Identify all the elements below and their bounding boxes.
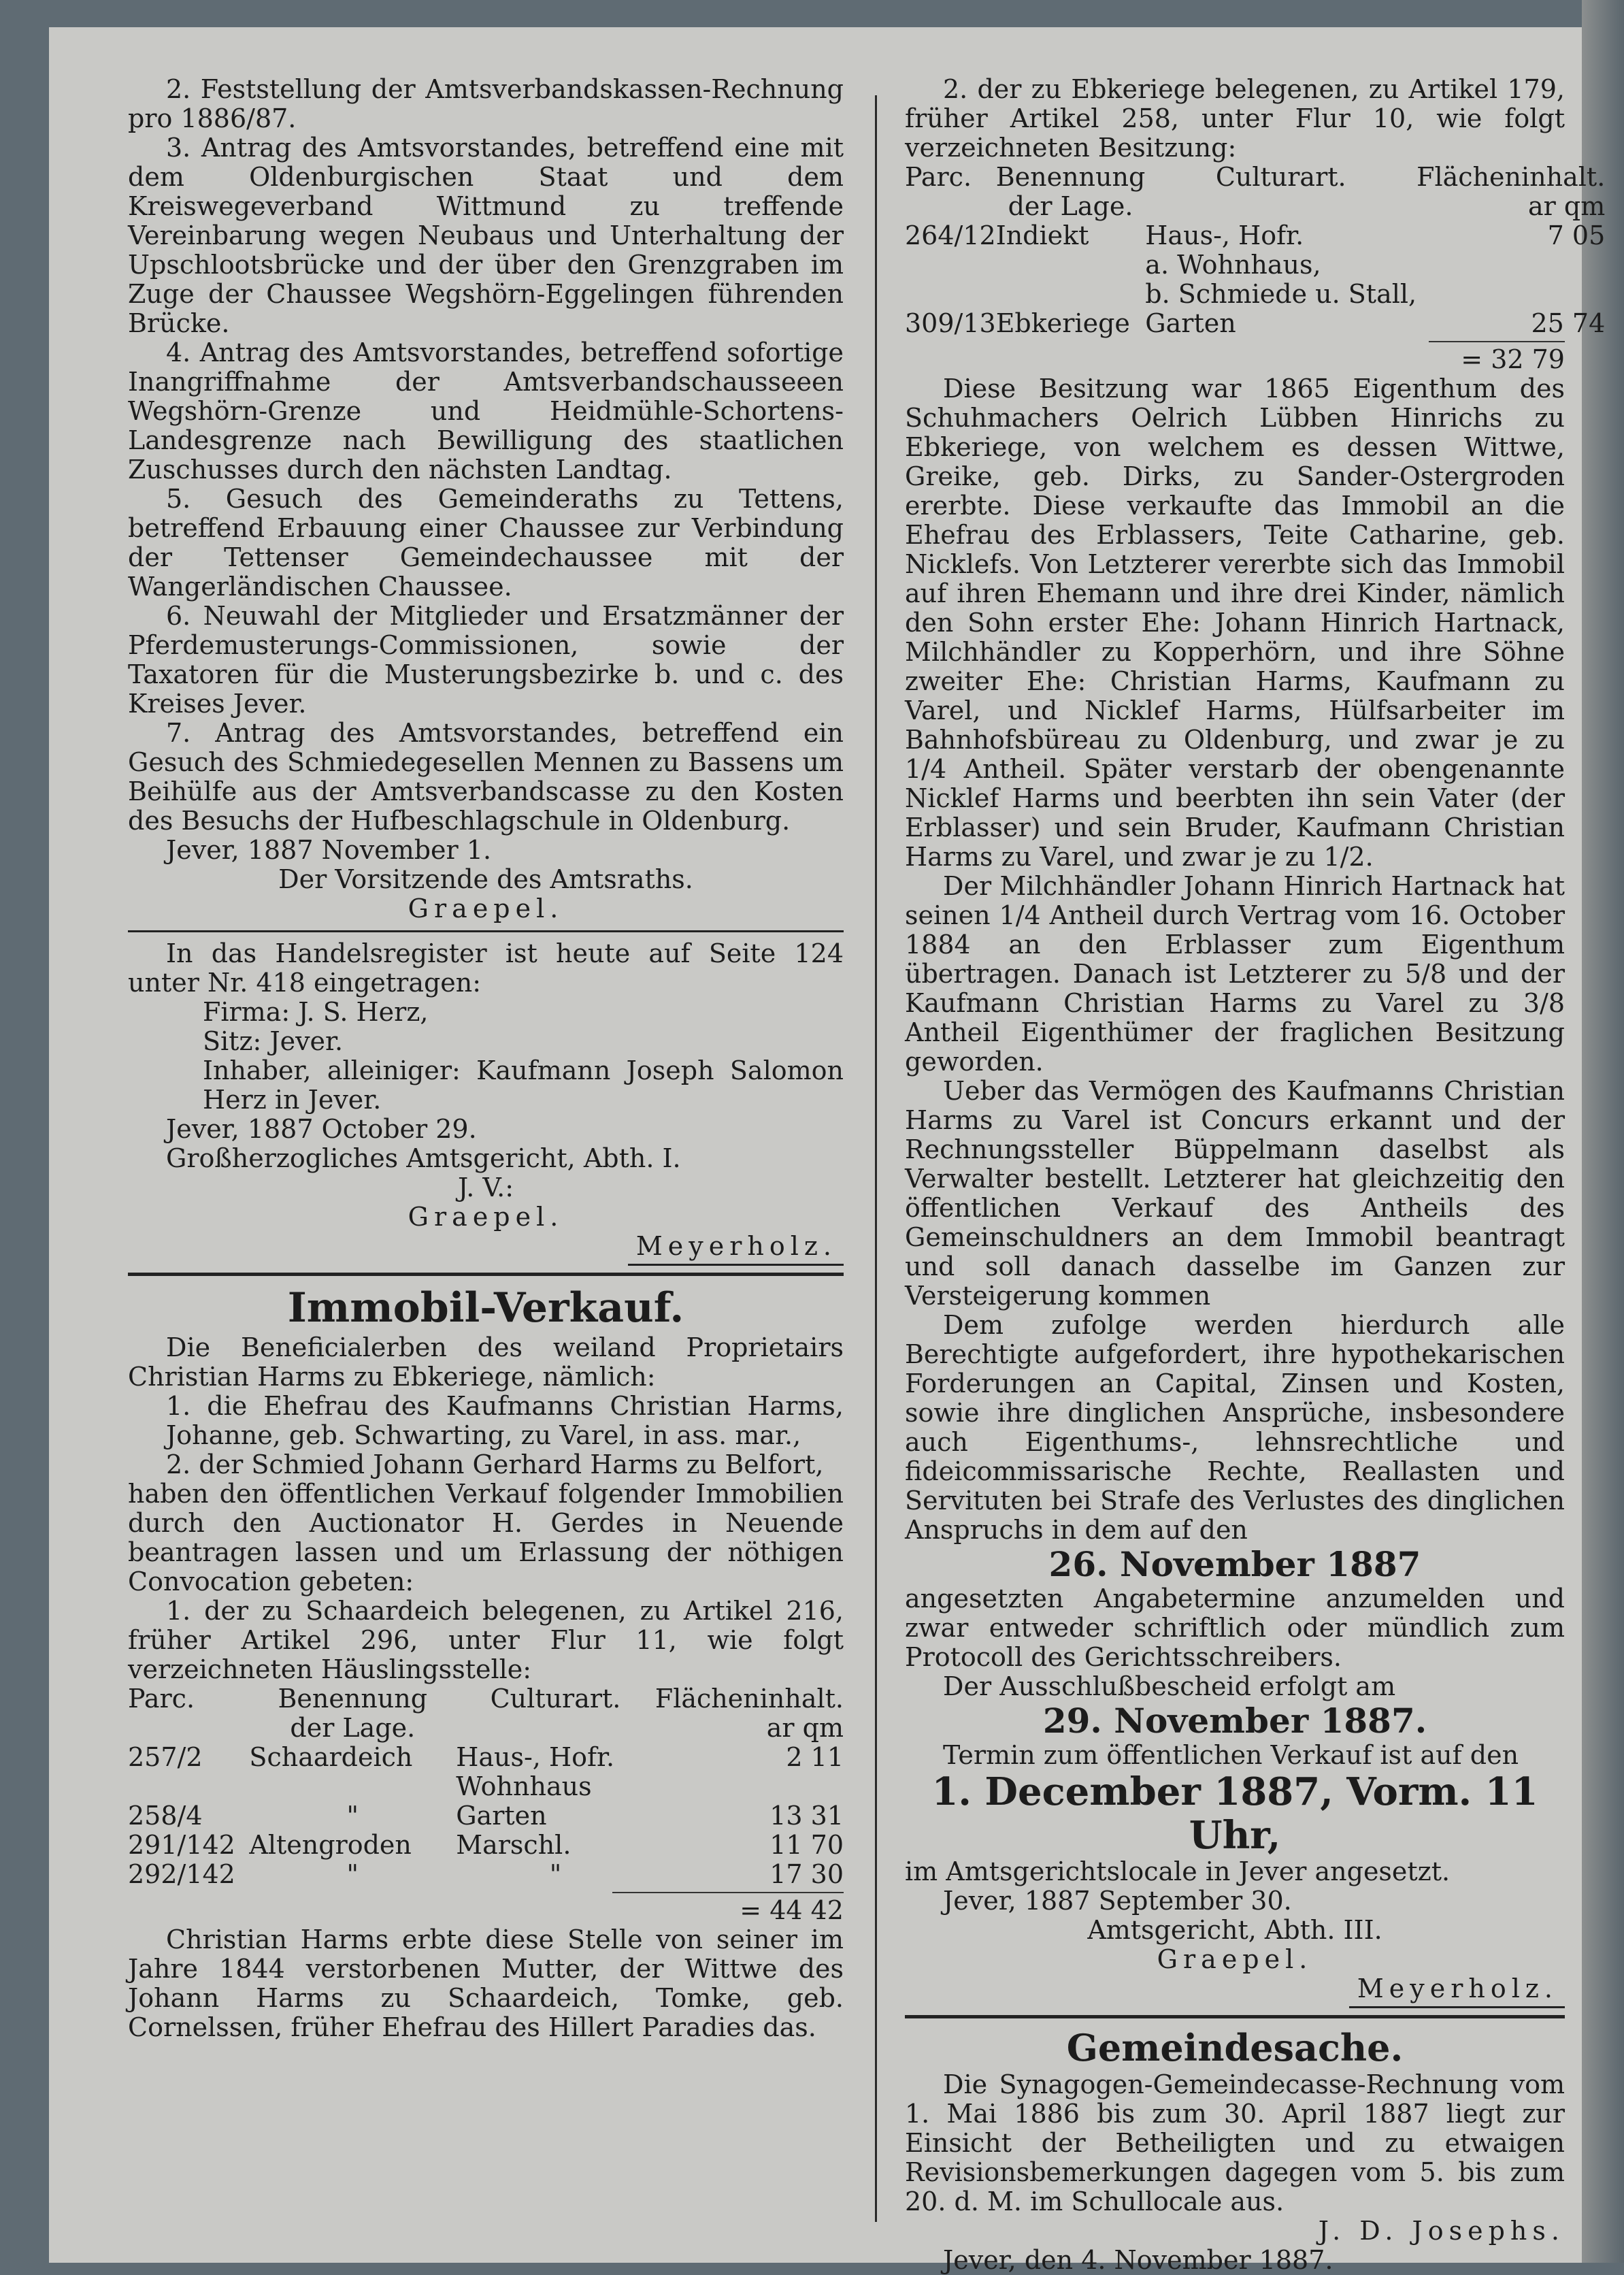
cell-flaeche: 7 05 xyxy=(1547,220,1606,250)
deadline-date: 26. November 1887 xyxy=(1048,1544,1421,1584)
col-header-flaeche: Flächeninhalt. xyxy=(1416,162,1606,192)
cell-cultur: Marschl. xyxy=(456,1830,571,1860)
register-inhaber: Inhaber, alleiniger: Kaufmann Joseph Salomon Herz in Jever. xyxy=(203,1055,844,1115)
table-total: = 32 79 xyxy=(1461,344,1565,374)
clerk-signature: Meyerholz. xyxy=(628,1232,844,1266)
cell-parc: 258/4 xyxy=(128,1801,203,1831)
section-rule xyxy=(128,930,844,932)
table-row xyxy=(905,280,1605,309)
sale-body: haben den öffentlichen Verkauf folgender Immobilien durch den Auctionator H. Gerdes in Neuende beantragen lassen und um Erlassung der nöthigen Convocation gebeten: xyxy=(128,1479,844,1597)
table-row xyxy=(128,1831,844,1860)
signature: Graepel. xyxy=(1157,1944,1313,1974)
cell-flaeche: 25 74 xyxy=(1531,308,1606,338)
cell-parc: 257/2 xyxy=(128,1742,203,1772)
clerk-signature: Meyerholz. xyxy=(1349,1974,1565,2008)
cell-parc: 292/142 xyxy=(128,1859,235,1889)
cell-lage: Indiekt xyxy=(995,220,1089,250)
col-header-units: ar qm xyxy=(1528,191,1606,221)
cell-lage: Ebkeriege xyxy=(995,308,1130,338)
milch-paragraph: Der Milchhändler Johann Hinrich Hartnack hat seinen 1/4 Antheil durch Vertrag vom 16. October 1884 an den Erblasser zum Eigenthum übertragen. Danach ist Letzterer zu 5/8 und der Kaufmann Christian Harms zu Varel zu 3/8 Antheil Eigenthümer der fraglichen Besitzung geworden. xyxy=(905,871,1565,1077)
exclusion-paragraph: Der Ausschlußbescheid erfolgt am xyxy=(943,1671,1396,1701)
table-row xyxy=(128,1860,844,1889)
signature: Graepel. xyxy=(408,894,564,923)
page-edge xyxy=(1582,0,1624,2263)
cell-lage: Altengroden xyxy=(249,1830,412,1860)
cell-parc xyxy=(905,280,996,309)
sum-rule xyxy=(1429,341,1565,342)
table-total: = 44 42 xyxy=(740,1895,844,1925)
property-1-desc: 1. der zu Schaardeich belegenen, zu Artikel 216, früher Artikel 296, unter Flur 11, wie folgt verzeichneten Häuslingsstelle: xyxy=(128,1596,844,1684)
table-row xyxy=(905,221,1605,250)
property-1-history: Christian Harms erbte diese Stelle von seiner im Jahre 1844 verstorbenen Mutter, der Wittwe des Johann Harms zu Schaardeich, Tomke, geb. Cornelssen, früher Ehefrau des Hillert Paradies das. xyxy=(128,1925,844,2042)
table-row xyxy=(905,250,1605,280)
table-row xyxy=(128,1743,844,1772)
cell-parc: 264/12 xyxy=(905,220,996,250)
jv-label: J. V.: xyxy=(457,1173,514,1202)
sale-term-paragraph: Termin zum öffentlichen Verkauf ist auf den xyxy=(943,1740,1519,1770)
col-header-benennung: Benennung xyxy=(995,162,1146,192)
property-2-desc: 2. der zu Ebkeriege belegenen, zu Artikel 179, früher Artikel 258, unter Flur 10, wie folgt verzeichneten Besitzung: xyxy=(905,74,1565,163)
filing-paragraph: angesetzten Angabetermine anzumelden und zwar entweder schriftlich oder mündlich zum Protocoll des Gerichtsschreibers. xyxy=(905,1584,1565,1672)
section-heading: Gemeindesache. xyxy=(1066,2026,1404,2069)
cell-parc xyxy=(128,1772,249,1801)
col-header-parc: Parc. xyxy=(128,1684,195,1714)
section-rule xyxy=(905,2015,1565,2018)
agenda-item-6: 6. Neuwahl der Mitglieder und Ersatzmänner der Pferdemusterungs-Commissionen, sowie der Taxatoren für die Musterungsbezirke b. und c. des Kreises Jever. xyxy=(128,601,844,719)
cell-lage: " xyxy=(346,1859,359,1889)
col-header-cultur: Culturart. xyxy=(490,1684,621,1714)
agenda-item-5: 5. Gesuch des Gemeinderaths zu Tettens, betreffend Erbauung einer Chaussee zur Verbindung der Tettenser Gemeindechaussee mit der Wangerländischen Chaussee. xyxy=(128,484,844,602)
col-header-benennung: Benennung xyxy=(278,1684,428,1714)
signature: J. D. Josephs. xyxy=(1318,2216,1565,2246)
cell-cultur: a. Wohnhaus, xyxy=(1145,250,1321,280)
register-firma: Firma: J. S. Herz, xyxy=(203,997,429,1027)
cell-lage: Schaardeich xyxy=(249,1742,413,1772)
cell-lage xyxy=(249,1772,456,1801)
parcel-table xyxy=(128,1684,844,1889)
col-header-flaeche: Flächeninhalt. xyxy=(654,1684,844,1714)
cell-cultur: Wohnhaus xyxy=(456,1771,592,1801)
agenda-item-2: 2. Feststellung der Amtsverbandskassen-Rechnung pro 1886/87. xyxy=(128,74,844,133)
signature: Graepel. xyxy=(408,1202,564,1232)
exclusion-date: 29. November 1887. xyxy=(1042,1701,1427,1741)
table-row xyxy=(128,1772,844,1801)
cell-flaeche: 13 31 xyxy=(769,1801,844,1831)
concurs-paragraph: Ueber das Vermögen des Kaufmanns Christian Harms zu Varel ist Concurs erkannt und der Rechnungssteller Büppelmann daselbst als Verwalter bestellt. Letzterer hat gleichzeitig den öffentlichen Verkauf des Antheils des Gemeinschuldners an dem Immobil beantragt und soll danach dasselbe im Ganzen zur Versteigerung kommen xyxy=(905,1076,1565,1311)
agenda-item-4: 4. Antrag des Amtsvorstandes, betreffend sofortige Inangriffnahme der Amtsverbandschausseeen Wegshörn-Grenze und Heidmühle-Schortens-Landesgrenze nach Bewilligung des staatlichen Zuschusses durch den nächsten Landtag. xyxy=(128,338,844,485)
agenda-item-3: 3. Antrag des Amtsvorstandes, betreffend eine mit dem Oldenburgischen Staat und dem Kreiswegeverband Wittmund zu treffende Vereinbarung wegen Neubaus und Unterhaltung der Upschlootsbrücke und der über den Grenzgraben im Zuge der Chaussee Wegshörn-Eggelingen führenden Brücke. xyxy=(128,133,844,338)
synagogue-paragraph: Die Synagogen-Gemeindecasse-Rechnung vom 1. Mai 1886 bis zum 30. April 1887 liegt zur Einsicht der Betheiligten und zu etwaigen Revisionsbemerkungen dagegen vom 5. bis zum 20. d. M. im Schullocale aus. xyxy=(905,2069,1565,2216)
notice-date: Jever, 1887 September 30. xyxy=(943,1886,1292,1916)
section-rule xyxy=(128,1273,844,1276)
col-header-units: ar qm xyxy=(766,1713,844,1743)
sum-rule xyxy=(612,1892,844,1893)
notice-date: Jever, 1887 October 29. xyxy=(166,1114,477,1144)
court-name: Großherzogliches Amtsgericht, Abth. I. xyxy=(166,1143,681,1173)
cell-flaeche xyxy=(1416,250,1605,280)
cell-cultur: Garten xyxy=(1145,308,1236,338)
section-heading: Immobil-Verkauf. xyxy=(287,1284,684,1332)
heir-2: 2. der Schmied Johann Gerhard Harms zu Belfort, xyxy=(166,1450,824,1479)
cell-parc: 309/13 xyxy=(905,308,996,338)
cell-parc xyxy=(905,250,996,280)
cell-flaeche: 2 11 xyxy=(786,1742,844,1772)
right-column xyxy=(905,74,1606,2275)
summons-paragraph: Dem zufolge werden hierdurch alle Berechtigte aufgefordert, ihre hypothekarischen Forderungen an Capital, Zinsen und Kosten, sowie ihre dinglichen Ansprüche, insbesondere auch Eigenthums-, lehnsrechtliche und fideicommissarische Rechte, Reallasten und Servituten bei Strafe des Verlustes des dinglichen Anspruchs in dem auf den xyxy=(905,1310,1565,1545)
register-sitz: Sitz: Jever. xyxy=(203,1026,344,1056)
court-name: Amtsgericht, Abth. III. xyxy=(1087,1915,1382,1945)
notice-date: Jever, den 4. November 1887. xyxy=(943,2245,1333,2275)
notice-date: Jever, 1887 November 1. xyxy=(166,835,492,865)
cell-flaeche xyxy=(655,1772,844,1801)
property-2-history: Diese Besitzung war 1865 Eigenthum des Schuhmachers Oelrich Lübben Hinrichs zu Ebkeriege, von welchem es dessen Wittwe, Greike, geb. Dirks, zu Sander-Ostergroden ererbte. Diese verkaufte das Immobil an die Ehefrau des Erblassers, Teite Catharine, geb. Nicklefs. Von Letzterer vererbte sich das Immobil auf ihren Ehemann und ihre drei Kinder, nämlich den Sohn erster Ehe: Johann Hinrich Hartnack, Milchhändler zu Kopperhörn, und ihre Söhne zweiter Ehe: Christian Harms, Kaufmann zu Varel, und Nicklef Harms, Hülfsarbeiter im Bahnhofsbüreau zu Oldenburg, und zwar je zu 1/4 Antheil. Später verstarb der obengenannte Nicklef Harms und beerbten ihn sein Vater (der Erblasser) und sein Bruder, Kaufmann Christian Harms zu Varel, und zwar je zu 1/2. xyxy=(905,374,1565,872)
agenda-item-7: 7. Antrag des Amtsvorstandes, betreffend ein Gesuch des Schmiedegesellen Mennen zu Bassens um Beihülfe aus der Amtsverbandscasse zu den Kosten des Besuchs der Hufbeschlagschule in Oldenburg. xyxy=(128,718,844,836)
cell-cultur: Garten xyxy=(456,1801,547,1831)
clerk-signature-box xyxy=(128,1232,844,1266)
register-intro: In das Handelsregister ist heute auf Seite 124 unter Nr. 418 eingetragen: xyxy=(128,938,844,998)
col-header-cultur: Culturart. xyxy=(1215,162,1346,192)
cell-cultur: Haus-, Hofr. xyxy=(1145,220,1304,250)
left-column xyxy=(128,75,844,2042)
cell-flaeche xyxy=(1416,280,1605,309)
table-row xyxy=(905,309,1605,338)
cell-lage: " xyxy=(346,1801,359,1831)
heir-1: 1. die Ehefrau des Kaufmanns Christian Harms, Johanne, geb. Schwarting, zu Varel, in ass. mar., xyxy=(166,1391,844,1450)
cell-cultur: b. Schmiede u. Stall, xyxy=(1145,279,1417,309)
col-header-lage: der Lage. xyxy=(290,1713,416,1743)
column-divider xyxy=(875,95,877,2222)
sale-location: im Amtsgerichtslocale in Jever angesetzt. xyxy=(905,1856,1451,1886)
sale-date: 1. December 1887, Vorm. 11 Uhr, xyxy=(931,1769,1538,1858)
col-header-parc: Parc. xyxy=(905,162,972,192)
cell-cultur: " xyxy=(549,1859,562,1889)
cell-cultur: Haus-, Hofr. xyxy=(456,1742,615,1772)
cell-flaeche: 17 30 xyxy=(769,1859,844,1889)
table-row xyxy=(128,1801,844,1831)
cell-lage xyxy=(996,280,1146,309)
cell-lage xyxy=(996,250,1146,280)
sale-intro: Die Beneficialerben des weiland Proprietairs Christian Harms zu Ebkeriege, nämlich: xyxy=(128,1332,844,1392)
clerk-signature-box xyxy=(905,1974,1565,2008)
cell-parc: 291/142 xyxy=(128,1830,235,1860)
parcel-table xyxy=(905,163,1605,338)
cell-flaeche: 11 70 xyxy=(769,1830,844,1860)
signatory-title: Der Vorsitzende des Amtsraths. xyxy=(278,864,693,894)
col-header-lage: der Lage. xyxy=(1008,191,1133,221)
